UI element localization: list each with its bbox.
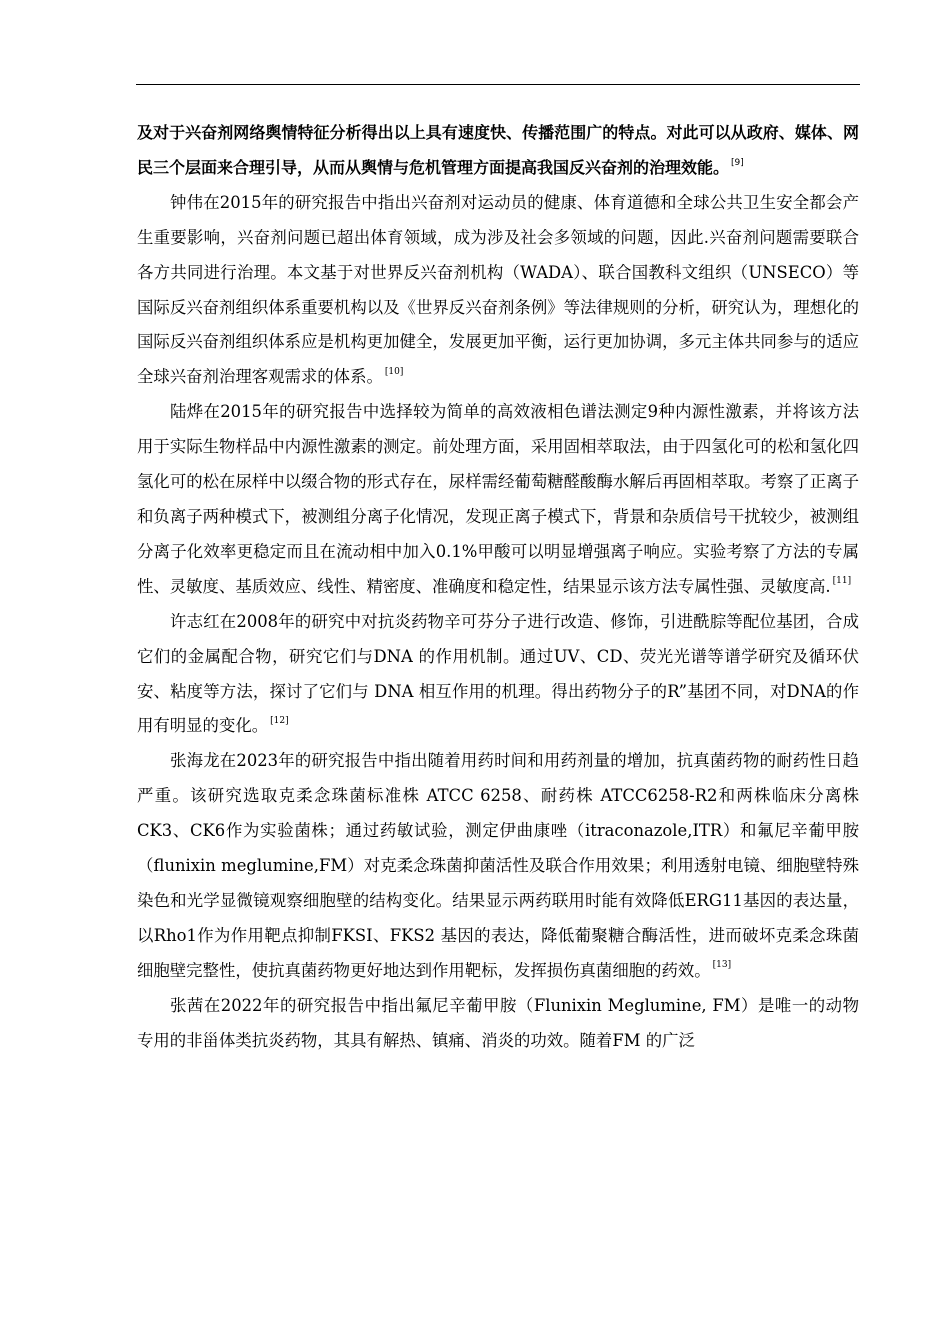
body-text	[137, 116, 859, 1058]
paragraph-2	[137, 186, 859, 395]
citation-ref[interactable]: [9]	[731, 157, 744, 168]
paragraph-4	[137, 605, 859, 745]
paragraph-text: 张海龙在2023年的研究报告中指出随着用药时间和用药剂量的增加，抗真菌药物的耐药性日趋严重。该研究选取克柔念珠菌标准株 ATCC 6258、耐药株 ATCC6258-R2和两株临床分离株CK3、CK6作为实验菌株；通过药敏试验，测定伊曲康唑（itraconazole,ITR）和氟尼辛葡甲胺（flunixin meglumine,FM）对克柔念珠菌抑菌活性及联合作用效果；利用透射电镜、细胞壁特殊染色和光学显微镜观察细胞壁的结构变化。结果显示两药联用时能有效降低ERG11基因的表达量，以Rho1作为作用靶点抑制FKSI、FKS2 基因的表达，降低葡聚糖合酶活性，进而破坏克柔念珠菌细胞壁完整性，使抗真菌药物更好地达到作用靶标，发挥损伤真菌细胞的药效。	[137, 751, 859, 980]
citation-ref[interactable]: [10]	[384, 366, 404, 377]
citation-ref[interactable]: [12]	[270, 715, 289, 726]
paragraph-text: 及对于兴奋剂网络舆情特征分析得出以上具有速度快、传播范围广的特点。对此可以从政府、媒体、网民三个层面来合理引导，从而从舆情与危机管理方面提高我国反兴奋剂的治理效能。	[137, 123, 859, 177]
paragraph-text: 张茜在2022年的研究报告中指出氟尼辛葡甲胺（Flunixin Meglumine, FM）是唯一的动物专用的非甾体类抗炎药物，其具有解热、镇痛、消炎的功效。随着FM 的广泛	[137, 995, 859, 1050]
paragraph-text: 陆烨在2015年的研究报告中选择较为简单的高效液相色谱法测定9种内源性激素，并将该方法用于实际生物样品中内源性激素的测定。前处理方面，采用固相萃取法，由于四氢化可的松和氢化四氢化可的松在尿样中以缀合物的形式存在，尿样需经葡萄糖醛酸酶水解后再固相萃取。考察了正离子和负离子两种模式下，被测组分离子化情况，发现正离子模式下，背景和杂质信号干扰较少，被测组分离子化效率更稳定而且在流动相中加入0.1%甲酸可以明显增强离子响应。实验考察了方法的专属性、灵敏度、基质效应、线性、精密度、准确度和稳定性，结果显示该方法专属性强、灵敏度高.	[137, 402, 859, 596]
paragraph-3	[137, 395, 859, 604]
paragraph-text: 许志红在2008年的研究中对抗炎药物辛可芬分子进行改造、修饰，引进酰腙等配位基团，合成它们的金属配合物，研究它们与DNA 的作用机制。通过UV、CD、荧光光谱等谱学研究及循环伏安、粘度等方法，探讨了它们与 DNA 相互作用的机理。得出药物分子的R”基团不同，对DNA的作用有明显的变化。	[137, 611, 859, 736]
citation-ref[interactable]: [13]	[712, 960, 732, 971]
header-rule	[136, 84, 860, 85]
paragraph-5	[137, 744, 859, 988]
paragraph-1	[137, 116, 859, 186]
paragraph-6	[137, 989, 859, 1059]
paragraph-text: 钟伟在2015年的研究报告中指出兴奋剂对运动员的健康、体育道德和全球公共卫生安全都会产生重要影响，兴奋剂问题已超出体育领域，成为涉及社会多领域的问题，因此.兴奋剂问题需要联合各方共同进行治理。本文基于对世界反兴奋剂机构（WADA）、联合国教科文组织（UNSECO）等国际反兴奋剂组织体系重要机构以及《世界反兴奋剂条例》等法律规则的分析，研究认为，理想化的国际反兴奋剂组织体系应是机构更加健全，发展更加平衡，运行更加协调，多元主体共同参与的适应全球兴奋剂治理客观需求的体系。	[137, 192, 859, 387]
citation-ref[interactable]: [11]	[832, 576, 852, 587]
